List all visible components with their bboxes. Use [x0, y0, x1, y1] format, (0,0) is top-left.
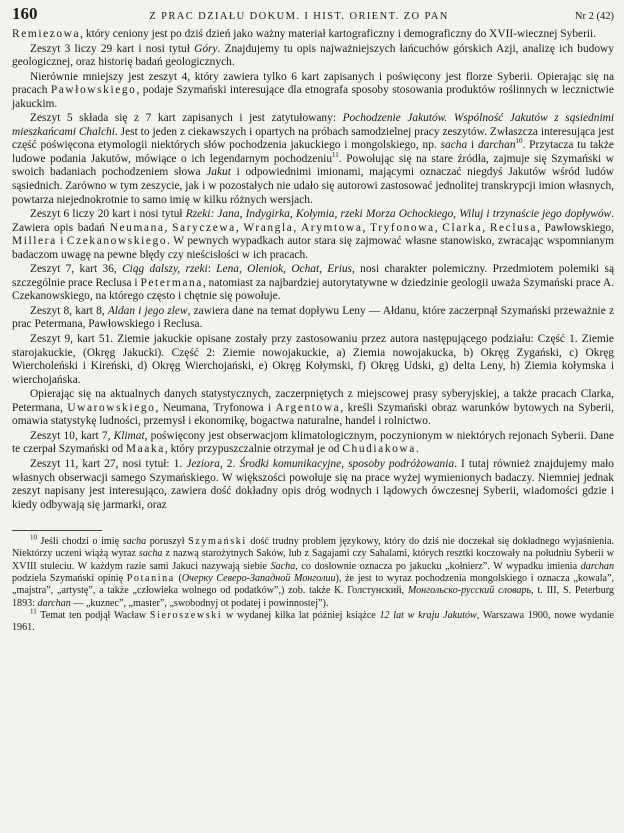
text-run: , Warszawa 1900, nowe wydanie 1961.	[12, 609, 614, 634]
text-run: Tryfonowa	[370, 221, 435, 234]
text-run: Zeszyt 5 składa się z 7 kart zapisanych i jest zatytułowany:	[30, 112, 343, 125]
paragraph	[12, 458, 614, 512]
text-run: , co dosłownie oznacza po jakucku „kołnierz”. W wypadku imienia	[295, 560, 581, 572]
paragraph	[12, 71, 614, 112]
text-run: ,	[482, 221, 490, 234]
paragraph	[12, 305, 614, 332]
text-run: Argentowa	[275, 401, 341, 414]
page-number: 160	[12, 4, 38, 23]
text-run: . Przytacza tu także ludowe podania Jakutów, mówiące o ich legendarnym pochodzeniu	[12, 139, 614, 165]
text-run: Opierając się na aktualnych danych statystycznych, zaczerpniętych z miejscowej prasy syberyjskiej, a także pracach Clarka, Petermana,	[12, 388, 614, 414]
italic-run: Pochodzenie Jakutów. Wspólność Jakutów z sąsiednimi mieszkańcami Chalchi	[12, 112, 615, 138]
text-run: Uwarowskiego	[67, 401, 156, 414]
footnote-marker: 11	[30, 607, 37, 616]
italic-run: Ciąg dalszy, rzeki	[122, 263, 208, 276]
paragraph	[12, 333, 614, 387]
italic-run: Sacha	[270, 560, 296, 572]
footnote	[12, 533, 615, 610]
text-run: Zeszyt 7, kart 36,	[30, 263, 123, 276]
text-run: , t. III, S. Peterburg 1893:	[12, 585, 614, 609]
italic-run: sacha	[122, 536, 147, 548]
running-head	[12, 4, 614, 28]
text-run: , kreśli Szymański obraz warunków bytowych na Syberii, omawia statystykę ludności, przemysł i ekonomikę, bogactwa naturalne, handel i rolnictwo.	[12, 401, 614, 428]
text-run: Sieroszewski	[149, 609, 223, 621]
text-run: , który ceniony jest po dziś dzień jako ważny materiał kartograficzny i demograficzny do XVII-wiecznej Syberii.	[80, 28, 597, 40]
footnotes	[12, 533, 615, 634]
paragraph	[12, 388, 614, 429]
text-run: Remiezowa	[12, 28, 81, 40]
text-run: Zeszyt 11, kart 27, nosi tytuł: 1.	[30, 457, 187, 470]
text-run: :	[207, 263, 217, 276]
footnote-marker: 11	[332, 151, 339, 160]
text-run: , 2.	[219, 457, 240, 470]
text-run: , podaje Szymański interesujące dla etnografa sposoby stosowania produktów roślinnych w lecznictwie jakuckim.	[12, 84, 614, 110]
paragraph	[12, 263, 614, 304]
footnote-rule	[12, 530, 102, 531]
paragraph	[12, 43, 614, 70]
text-run: Zeszyt 3 liczy 29 kart i nosi tytuł	[30, 42, 195, 55]
text-run: Temat ten podjął Wacław	[36, 609, 150, 621]
text-run: Millera	[12, 235, 57, 248]
italic-run: Klimat	[113, 429, 145, 442]
text-run: Arymtowa	[300, 221, 363, 234]
text-run: Szymański	[188, 536, 247, 548]
journal-title: Z PRAC DZIAŁU DOKUM. I HIST. ORIENT. ZO PAN	[149, 11, 449, 22]
text-run: . Zawiera opis badań	[12, 208, 614, 234]
text-run: i	[56, 235, 67, 248]
text-run: (	[174, 573, 182, 585]
text-run: Nierównie mniejszy jest zeszyt 4, który zawiera tylko 6 kart zapisanych i poświęcony jest florze Syberii. Opierając się na pracach	[12, 70, 614, 97]
text-run: Reclusa	[489, 221, 538, 234]
italic-run: sacha	[440, 139, 468, 152]
text-run: ,	[434, 221, 443, 234]
italic-run: darchan	[37, 597, 71, 609]
text-run: . I tutaj również znajdujemy mało własnych obserwacji samego Szymańskiego. W większości powołuje się na prace wyżej wymienionych badaczy. Niemniej jednak zeszyt napisany jest interesująco, zawiera dość dokładny opis dróg wodnych i lądowych ówczesnej Syberii, wiadomości gdzie i kiedy odbywają się jarmarki, oraz	[12, 457, 614, 511]
text-run: z nazwą starożytnych Saków, lub z Sagajami czy Sahalami, których resztki koczowały na południu Syberii w XVIII stuleciu. W każdym razie sami Jakuci nazywają siebie	[12, 548, 615, 572]
text-run: Wrangla	[243, 221, 294, 234]
italic-run: Aldan i jego zlew	[107, 304, 188, 317]
text-run: Pawłowskiego	[50, 84, 137, 97]
paragraph	[12, 28, 614, 42]
italic-run: sacha	[138, 548, 163, 560]
italic-run: Монгольско-русский словарь	[407, 585, 532, 597]
text-run: . Jest to jeden z ciekawszych i opartych na próbach samodzielnej pracy zeszytów. Zwłaszcza interesująca jest część poświęcona etymologii niektórych słów pochodzenia jakuckiego i mongolskiego, np.	[12, 125, 614, 152]
text-run: Zeszyt 8, kart 8,	[30, 304, 108, 317]
italic-run: Jakut	[206, 166, 231, 179]
text-run: ,	[164, 221, 173, 234]
text-run: , nosi charakter polemiczny. Przedmiotem polemiki są szczególnie prace Reclusa i	[12, 263, 614, 289]
italic-run: Очерку Северо-Западной Монголии	[181, 573, 336, 585]
footnote	[12, 607, 614, 635]
issue-number: Nr 2 (42)	[574, 11, 614, 22]
text-run: . Powołując się na stare źródła, zajmuje się Szymański w swoich badaniach pochodzeniem słowa	[12, 152, 614, 179]
italic-run: Środki komunikacyjne, sposoby podróżowania	[239, 457, 455, 470]
text-run: Saryczewa	[172, 221, 236, 234]
text-run: .	[415, 443, 419, 456]
text-run: Maaka	[125, 443, 165, 456]
text-run: ,	[293, 221, 301, 234]
text-run: ,	[362, 221, 371, 234]
text-run: Neumana	[109, 221, 165, 234]
footnote-marker: 10	[515, 137, 523, 146]
text-run: , natomiast za najbardziej autorytatywne w dziedzinie geologii uważa Szymański prace A. Czekanowskiego, na którego często i chętnie się powołuje.	[12, 276, 614, 303]
text-run: Petermana	[140, 276, 203, 289]
text-run: , Pawłowskiego,	[537, 221, 614, 234]
text-run: ,	[235, 221, 244, 234]
text-run: Chudiakowa	[342, 443, 416, 456]
text-run: Zeszyt 6 liczy 20 kart i nosi tytuł	[30, 208, 186, 221]
italic-run: darchan	[580, 560, 615, 572]
text-run: . W pewnych wypadkach autor stara się zajmować własne stanowisko, zwracając wspomnianym badaczom uwagę na pewne błędy czy nieścisłości w ich pracach.	[12, 235, 614, 261]
text-run: — „kuznec”, „master”, „swobodnyj ot podatej i powinnostej”).	[70, 597, 329, 609]
text-run: podziela Szymański opinię	[12, 573, 127, 585]
text-run: , zawiera dane na temat dopływu Leny — Ałdanu, które zaczerpnął Szymański przeważnie z prac Petermana, Pawłowskiego i Reclusa.	[12, 304, 614, 331]
text-run: i odpowiednimi imionami, mającymi oznaczać niegdyś Jakutów wśród ludów sąsiednich. Zarówno w tym zeszycie, jak i w pozostałych nie udało się autorowi zastosować jednolitej transkrypcji imion własnych, powtarza niejednokrotnie to samo imię w kilku różnych wersjach.	[12, 166, 614, 206]
body-text	[12, 28, 614, 512]
italic-run: 12 lat w kraju Jakutów	[379, 609, 477, 621]
italic-run: darchan	[477, 139, 516, 152]
text-run: ), że jest to wyraz pochodzenia mongolskiego i oznacza „kowala”, „majstra”, „artystę”, a także „człowieka wolnego od podatków”,) zob. także К. Голстунский,	[12, 573, 615, 597]
text-run: , Neumana, Tryfonowa i	[155, 401, 276, 414]
text-run: , który przypuszczalnie otrzymał je od	[164, 443, 343, 456]
text-run: dość trudny problem językowy, który do dziś nie doczekał się dokładnego wyjaśnienia. Niektórzy uczeni wiążą wyraz	[12, 536, 615, 560]
paragraph	[12, 208, 614, 262]
italic-run: Góry	[194, 42, 218, 55]
italic-run: Jeziora	[186, 457, 220, 470]
text-run: Jeśli chodzi o imię	[37, 536, 123, 548]
footnote-marker: 10	[30, 533, 37, 542]
text-run: Zeszyt 9, kart 51. Ziemie jakuckie opisane zostały przy zastosowaniu przez autora następującego podziału: Część 1. Ziemie starojakuckie, (Okręg Jakucki). Część 2: Ziemie nowojakuckie, a) Ziemia nowojakucka, b) Okręg Zygański, c) Okręg Wiercholeński i Kireński, d) Okręg Wierchojański, e) Okręg Kołymski, f) Okręg Udski, g) delta Leny, h) Ziemia kołymska i wierchojańska.	[12, 333, 614, 386]
text-run: Czekanowskiego	[66, 235, 168, 248]
text-run: w wydanej kilka lat później książce	[222, 609, 380, 621]
italic-run: Lena, Oleniok, Ochat, Erius	[216, 263, 352, 276]
paragraph	[12, 112, 614, 207]
paragraph	[12, 430, 614, 457]
text-run: . Znajdujemy tu opis najważniejszych łańcuchów górskich Azji, analizę ich budowy geologicznej, oraz historię badań geologicznych.	[12, 42, 614, 69]
text-run: poruszył	[146, 536, 189, 548]
text-run: Potanina	[126, 573, 175, 585]
text-run: , poświęcony jest obserwacjom klimatologicznym, poczynionym w niektórych rejonach Syberii. Dane te czerpał Szymański od	[12, 429, 614, 456]
text-run: i	[467, 139, 478, 152]
text-run: Zeszyt 10, kart 7,	[30, 429, 114, 442]
italic-run: Rzeki: Jana, Indygirka, Kołymia, rzeki Morza Ochockiego, Wiluj i trzynaście jego dopływów	[185, 208, 612, 221]
text-run: Clarka	[442, 221, 483, 234]
